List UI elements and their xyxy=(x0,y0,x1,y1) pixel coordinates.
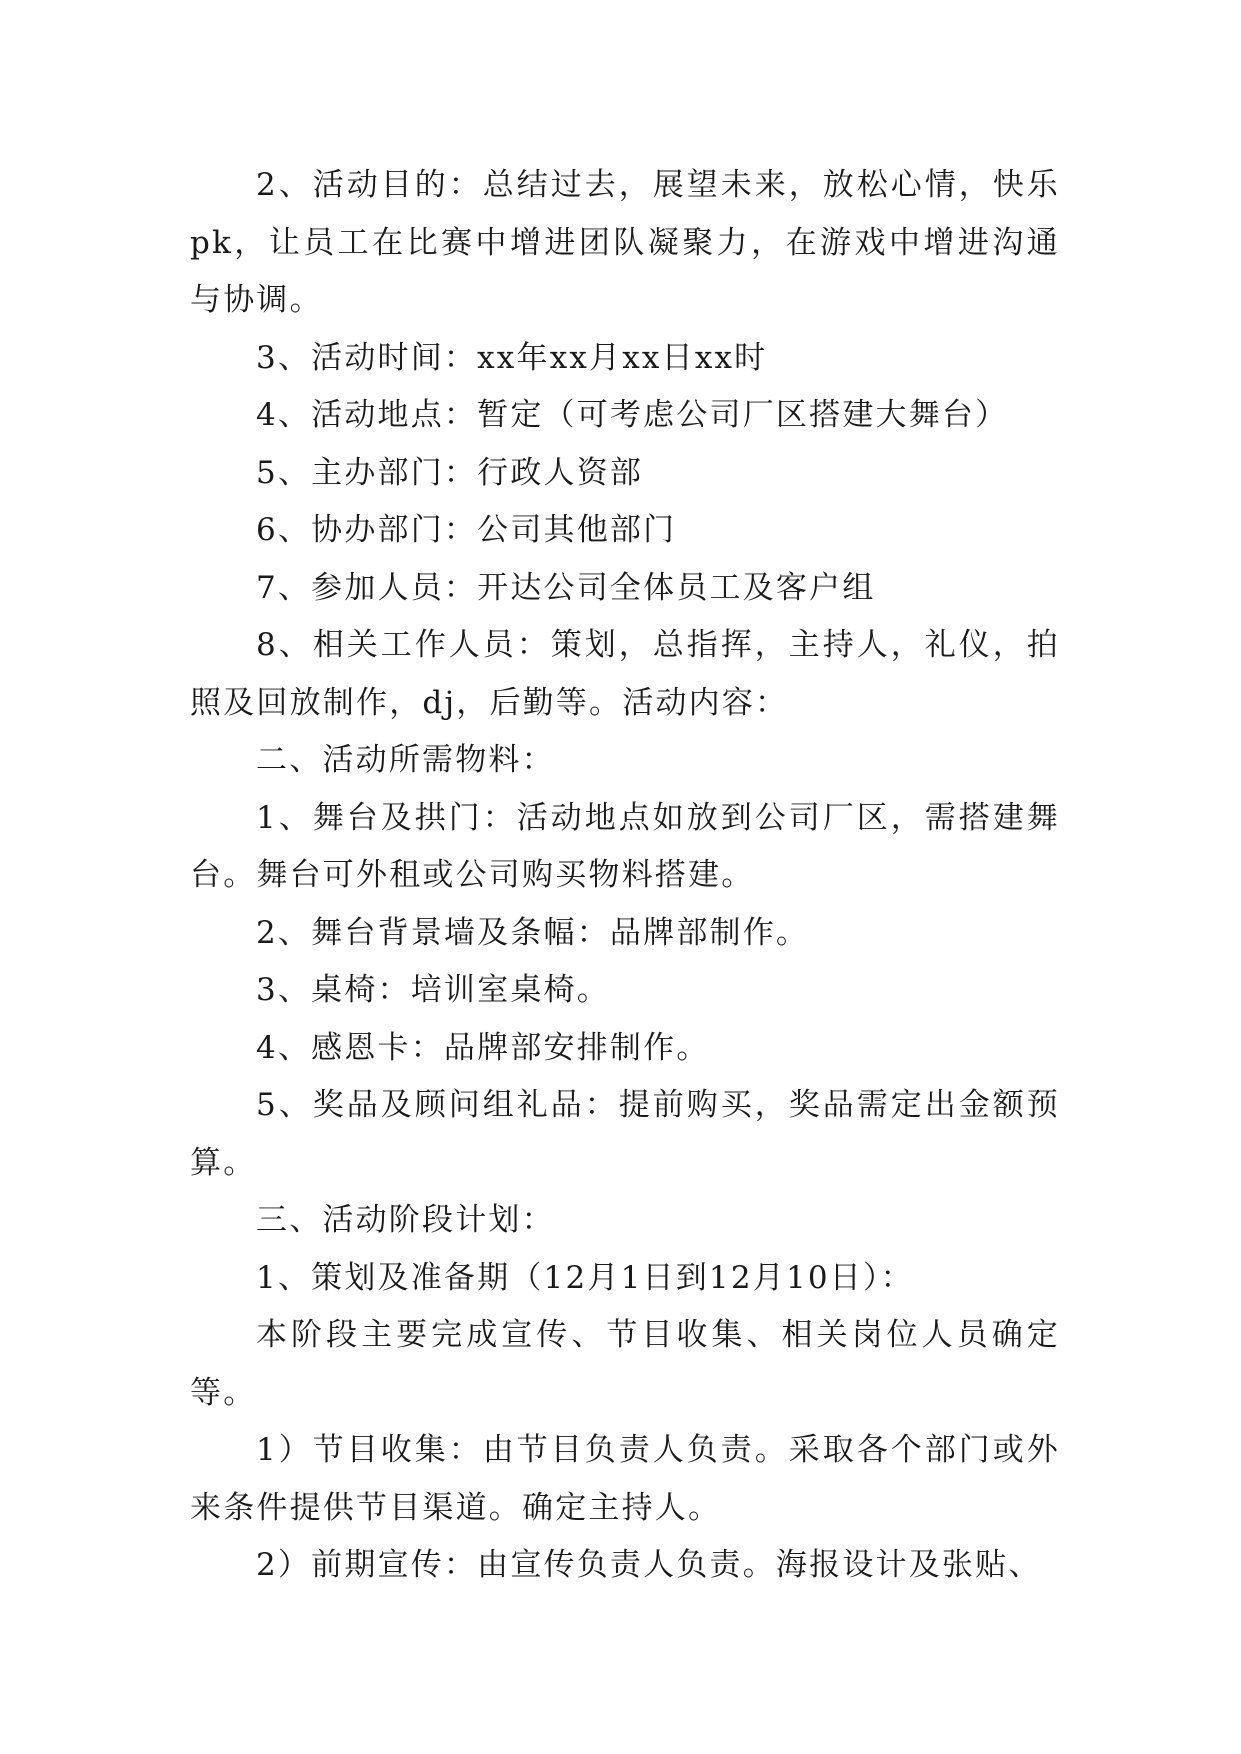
paragraph-stage: 1、舞台及拱门：活动地点如放到公司厂区，需搭建舞台。舞台可外租或公司购买物料搭建。 xyxy=(190,799,1060,893)
paragraph-prizes: 5、奖品及顾问组礼品：提前购买，奖品需定出金额预算。 xyxy=(190,1087,1060,1181)
section-heading-schedule: 三、活动阶段计划： xyxy=(256,1202,555,1238)
paragraph-location: 4、活动地点：暂定（可考虑公司厂区搭建大舞台） xyxy=(256,397,1009,433)
paragraph-thank-you-cards: 4、感恩卡：品牌部安排制作。 xyxy=(256,1029,710,1066)
paragraph-participants: 7、参加人员：开达公司全体员工及客户组 xyxy=(256,569,876,606)
paragraph-co-organizer: 6、协办部门：公司其他部门 xyxy=(256,512,677,548)
paragraph-stage-summary: 本阶段主要完成宣传、节目收集、相关岗位人员确定等。 xyxy=(190,1317,1060,1411)
paragraph-backdrop: 2、舞台背景墙及条幅：品牌部制作。 xyxy=(256,914,810,951)
paragraph-purpose: 2、活动目的：总结过去，展望未来，放松心情，快乐pk，让员工在比赛中增进团队凝聚力，在游戏中增进沟通与协调。 xyxy=(190,167,1060,318)
paragraph-program-collection: 1）节目收集：由节目负责人负责。采取各个部门或外来条件提供节目渠道。确定主持人。 xyxy=(190,1432,1060,1526)
document-body xyxy=(190,157,1060,1595)
paragraph-organizer: 5、主办部门：行政人资部 xyxy=(256,454,644,491)
paragraph-tables-chairs: 3、桌椅：培训室桌椅。 xyxy=(256,972,610,1008)
section-heading-materials: 二、活动所需物料： xyxy=(256,742,555,778)
paragraph-planning-period: 1、策划及准备期（12月1日到12月10日）： xyxy=(256,1259,914,1296)
paragraph-early-promotion: 2）前期宣传：由宣传负责人负责。海报设计及张贴、 xyxy=(256,1547,1042,1583)
paragraph-time: 3、活动时间：xx年xx月xx日xx时 xyxy=(256,339,768,376)
paragraph-staff: 8、相关工作人员：策划，总指挥，主持人，礼仪，拍照及回放制作，dj，后勤等。活动内容： xyxy=(190,627,1060,721)
